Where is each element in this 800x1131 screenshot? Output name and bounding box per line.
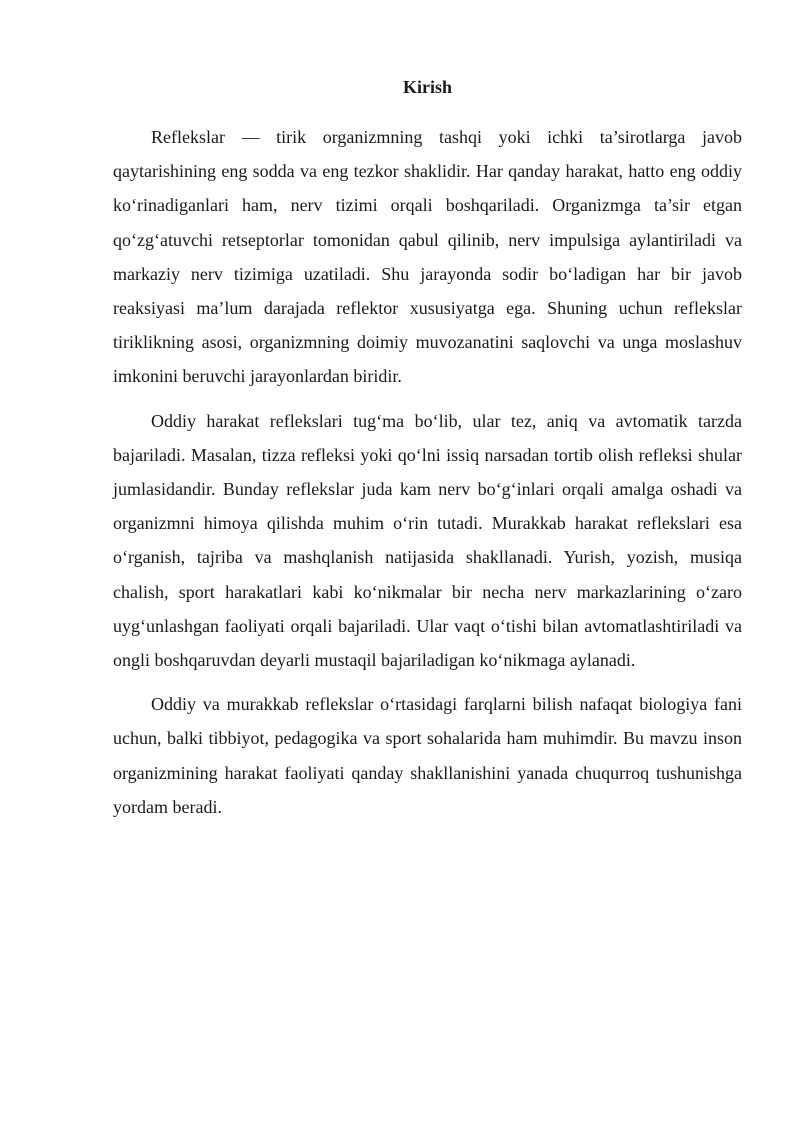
paragraph-2: Oddiy harakat reflekslari tugʻma boʻlib, ular tez, aniq va avtomatik tarzda bajariladi. Masalan, tizza refleksi yoki qoʻlni issiq narsadan tortib olish refleksi shular jumlasidandir. Bunday reflekslar juda kam nerv boʻgʻinlari orqali amalga oshadi va organizmni himoya qilishda muhim oʻrin tutadi. Murakkab harakat reflekslari esa oʻrganish, tajriba va mashqlanish natijasida shakllanadi. Yurish, yozish, musiqa chalish, sport harakatlari kabi koʻnikmalar bir necha nerv markazlarining oʻzaro uygʻunlashgan faoliyati orqali bajariladi. Ular vaqt oʻtishi bilan avtomatlashtiriladi va ongli boshqaruvdan deyarli mustaqil bajariladigan koʻnikmaga aylanadi. [113, 410, 742, 671]
paragraph-3: Oddiy va murakkab reflekslar oʻrtasidagi farqlarni bilish nafaqat biologiya fani uchun, balki tibbiyot, pedagogika va sport sohalarida ham muhimdir. Bu mavzu inson organizmining harakat faoliyati qanday shakllanishini yanada chuqurroq tushunishga yordam beradi. [113, 694, 742, 817]
paragraph-1: Reflekslar — tirik organizmning tashqi yoki ichki ta’sirotlarga javob qaytarishining eng sodda va eng tezkor shaklidir. Har qanday harakat, hatto eng oddiy koʻrinadiganlari ham, nerv tizimi orqali boshqariladi. Organizmga ta’sir etgan qoʻzgʻatuvchi retseptorlar tomonidan qabul qilinib, nerv impulsiga aylantiriladi va markaziy nerv tizimiga uzatiladi. Shu jarayonda sodir boʻladigan har bir javob reaksiyasi ma’lum darajada reflektor xususiyatga ega. Shuning uchun reflekslar tiriklikning asosi, organizmning doimiy muvozanatini saqlovchi va unga moslashuv imkonini beruvchi jarayonlardan biridir. [113, 127, 742, 387]
page-title: Kirish [402, 77, 452, 97]
